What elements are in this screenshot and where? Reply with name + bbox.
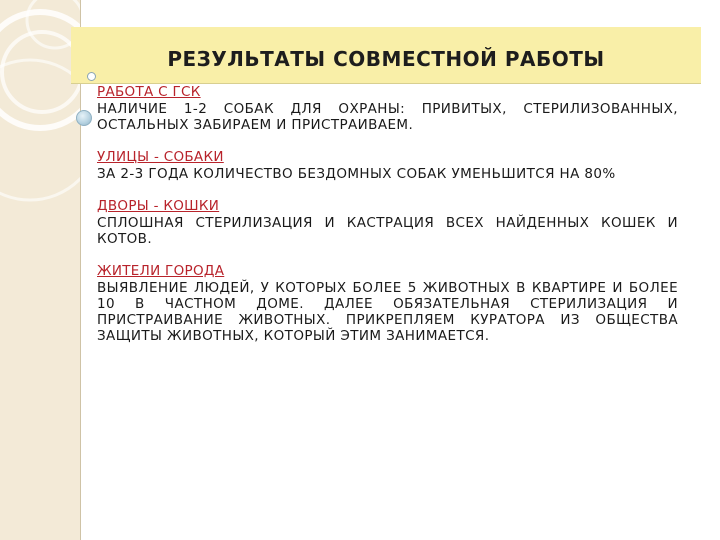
section-streets-dogs	[97, 149, 678, 182]
section-text: СПЛОШНАЯ СТЕРИЛИЗАЦИЯ И КАСТРАЦИЯ ВСЕХ НАЙДЕННЫХ КОШЕК И КОТОВ.	[97, 215, 678, 247]
section-yards-cats	[97, 198, 678, 247]
section-heading: РАБОТА С ГСК	[97, 84, 201, 100]
section-heading: УЛИЦЫ - СОБАКИ	[97, 149, 224, 165]
section-gsk	[97, 84, 678, 133]
section-heading: ЖИТЕЛИ ГОРОДА	[97, 263, 225, 279]
title-bar	[71, 27, 701, 84]
slide-content	[97, 84, 678, 360]
small-circle-icon	[87, 72, 96, 81]
decorative-rings-icon	[0, 0, 80, 540]
section-heading: ДВОРЫ - КОШКИ	[97, 198, 220, 214]
section-text: НАЛИЧИЕ 1-2 СОБАК ДЛЯ ОХРАНЫ: ПРИВИТЫХ, СТЕРИЛИЗОВАННЫХ, ОСТАЛЬНЫХ ЗАБИРАЕМ И ПРИСТРАИВАЕМ.	[97, 101, 678, 133]
section-residents	[97, 263, 678, 344]
bullet-circle-icon	[76, 110, 92, 126]
slide-title: РЕЗУЛЬТАТЫ СОВМЕСТНОЙ РАБОТЫ	[167, 47, 605, 71]
section-text: ЗА 2-3 ГОДА КОЛИЧЕСТВО БЕЗДОМНЫХ СОБАК УМЕНЬШИТСЯ НА 80%	[97, 166, 616, 182]
side-decor-panel	[0, 0, 80, 540]
section-text: ВЫЯВЛЕНИЕ ЛЮДЕЙ, У КОТОРЫХ БОЛЕЕ 5 ЖИВОТНЫХ В КВАРТИРЕ И БОЛЕЕ 10 В ЧАСТНОМ ДОМЕ. ДАЛЕЕ ОБЯЗАТЕЛЬНАЯ СТЕРИЛИЗАЦИЯ И ПРИСТРАИВАНИЕ ЖИВОТНЫХ. ПРИКРЕПЛЯЕМ КУРАТОРА ИЗ ОБЩЕСТВА ЗАЩИТЫ ЖИВОТНЫХ, КОТОРЫЙ ЭТИМ ЗАНИМАЕТСЯ.	[97, 280, 678, 344]
